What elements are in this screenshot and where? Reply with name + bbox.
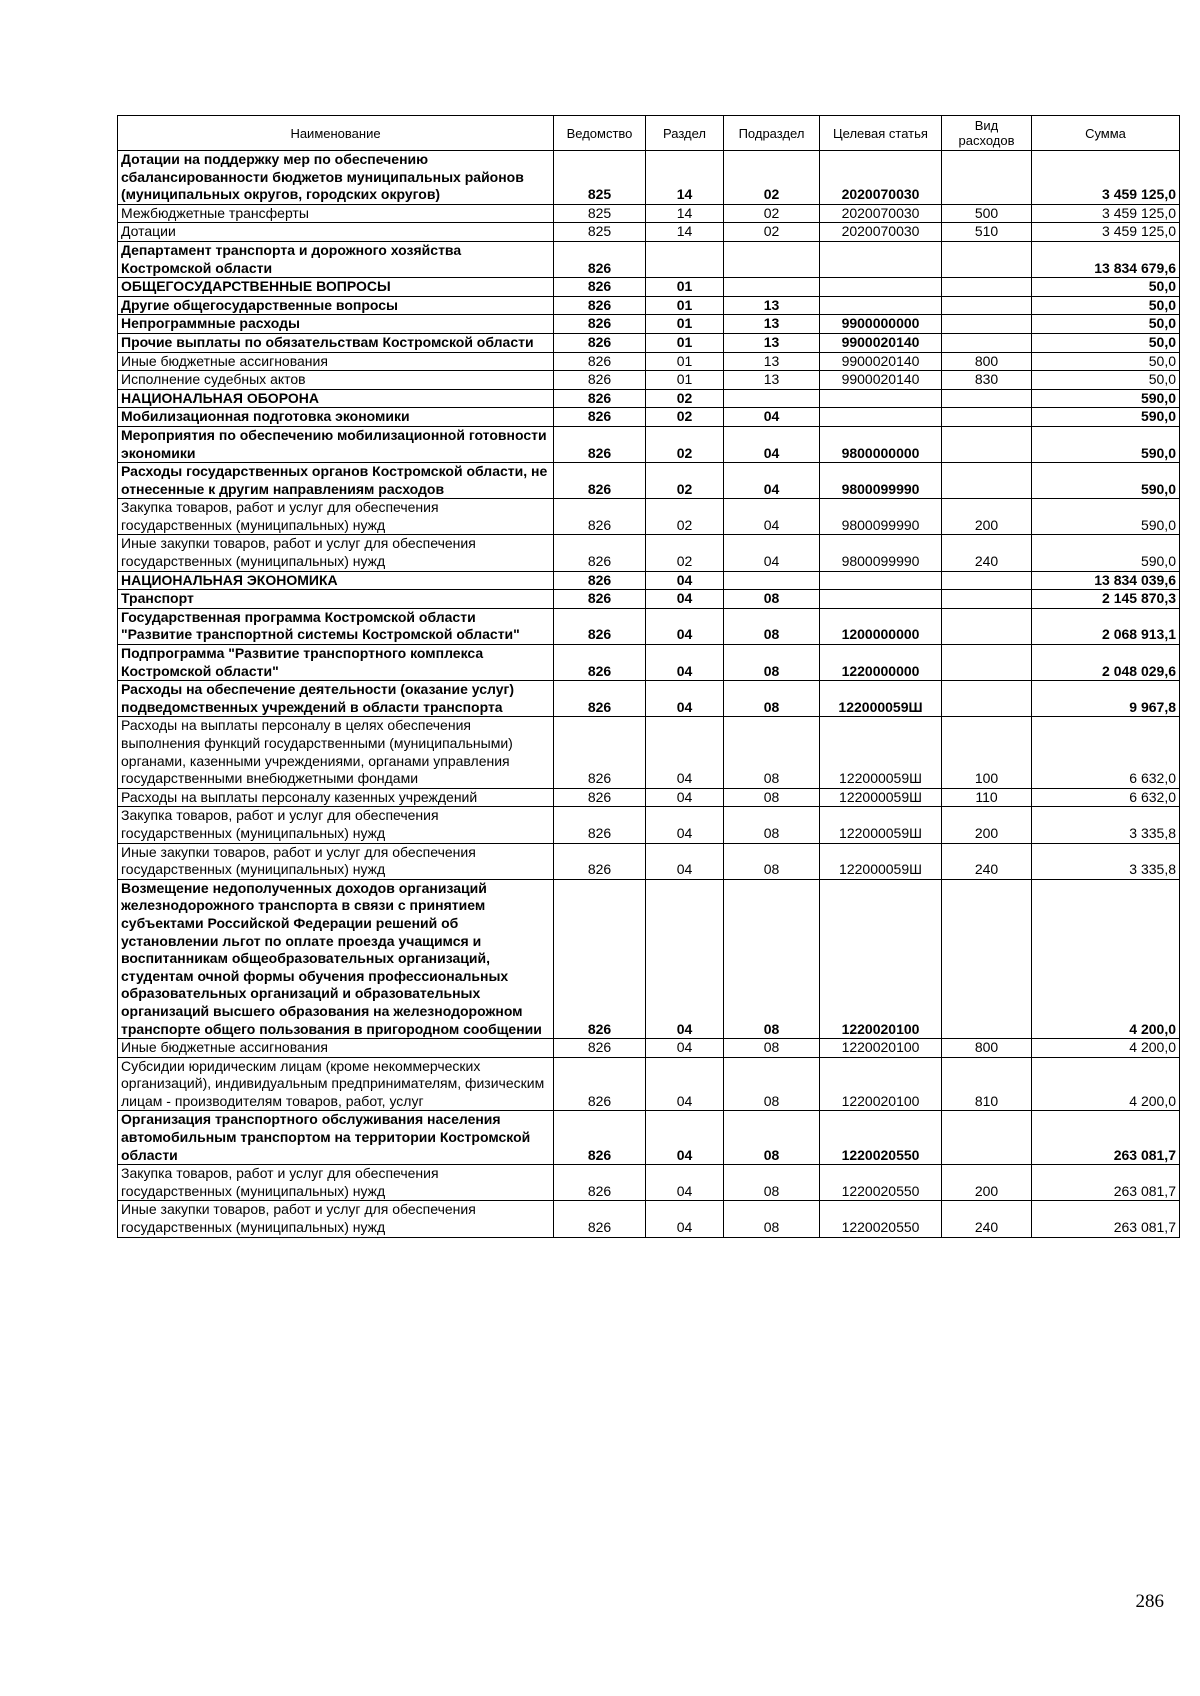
header-vid-rashodov: Вид расходов <box>942 116 1032 151</box>
cell-vid <box>942 608 1032 644</box>
cell-ved: 826 <box>554 590 646 609</box>
cell-vid: 110 <box>942 788 1032 807</box>
cell-name: Дотации на поддержку мер по обеспечению сбалансированности бюджетов муниципальных районов (муниципальных округов, городских округов) <box>118 151 554 205</box>
cell-podrazdel: 08 <box>724 608 820 644</box>
table-row <box>118 408 1180 427</box>
cell-vid <box>942 426 1032 462</box>
cell-vid <box>942 590 1032 609</box>
table-row <box>118 879 1180 1038</box>
table-row <box>118 1039 1180 1058</box>
cell-summa: 3 459 125,0 <box>1032 204 1180 223</box>
cell-vid: 510 <box>942 223 1032 242</box>
cell-razdel: 04 <box>646 1111 724 1165</box>
cell-podrazdel: 02 <box>724 204 820 223</box>
cell-vid: 800 <box>942 352 1032 371</box>
cell-vid: 830 <box>942 371 1032 390</box>
cell-summa: 50,0 <box>1032 315 1180 334</box>
cell-ved: 826 <box>554 315 646 334</box>
cell-name: Иные закупки товаров, работ и услуг для обеспечения государственных (муниципальных) нужд <box>118 535 554 571</box>
cell-ved: 825 <box>554 204 646 223</box>
table-row <box>118 788 1180 807</box>
cell-summa: 3 335,8 <box>1032 843 1180 879</box>
cell-podrazdel: 13 <box>724 352 820 371</box>
table-row <box>118 426 1180 462</box>
cell-summa: 590,0 <box>1032 463 1180 499</box>
table-row <box>118 571 1180 590</box>
table-row <box>118 204 1180 223</box>
cell-ved: 826 <box>554 426 646 462</box>
cell-summa: 263 081,7 <box>1032 1165 1180 1201</box>
cell-name: Возмещение недополученных доходов организаций железнодорожного транспорта в связи с принятием субъектами Российской Федерации решений об установлении льгот по оплате проезда учащимся и воспитанникам общеобразовательных организаций, студентам очной формы обучения профессиональных образовательных организаций и образовательных организаций высшего образования на железнодорожном транспорте общего пользования в пригородном сообщении <box>118 879 554 1038</box>
cell-name: ОБЩЕГОСУДАРСТВЕННЫЕ ВОПРОСЫ <box>118 278 554 297</box>
cell-ved: 826 <box>554 645 646 681</box>
cell-razdel: 01 <box>646 333 724 352</box>
cell-ved: 826 <box>554 807 646 843</box>
cell-vid <box>942 879 1032 1038</box>
cell-statya: 2020070030 <box>820 223 942 242</box>
cell-name: Государственная программа Костромской области "Развитие транспортной системы Костромской области" <box>118 608 554 644</box>
cell-name: Непрограммные расходы <box>118 315 554 334</box>
cell-ved: 826 <box>554 1057 646 1111</box>
cell-statya <box>820 278 942 297</box>
cell-razdel: 04 <box>646 807 724 843</box>
table-body <box>118 151 1180 1238</box>
cell-statya: 1220000000 <box>820 645 942 681</box>
cell-razdel: 04 <box>646 571 724 590</box>
cell-vid: 100 <box>942 717 1032 788</box>
table-row <box>118 1111 1180 1165</box>
cell-statya <box>820 296 942 315</box>
header-razdel: Раздел <box>646 116 724 151</box>
cell-summa: 50,0 <box>1032 278 1180 297</box>
cell-summa: 50,0 <box>1032 333 1180 352</box>
table-header-row <box>118 116 1180 151</box>
cell-vid: 240 <box>942 535 1032 571</box>
cell-summa: 6 632,0 <box>1032 717 1180 788</box>
cell-razdel: 01 <box>646 296 724 315</box>
cell-summa: 590,0 <box>1032 389 1180 408</box>
table-row <box>118 1201 1180 1237</box>
cell-podrazdel: 08 <box>724 681 820 717</box>
cell-summa: 6 632,0 <box>1032 788 1180 807</box>
cell-razdel: 04 <box>646 879 724 1038</box>
table-row <box>118 315 1180 334</box>
cell-podrazdel: 13 <box>724 315 820 334</box>
table-row <box>118 843 1180 879</box>
cell-razdel: 14 <box>646 223 724 242</box>
cell-ved: 826 <box>554 1111 646 1165</box>
table-row <box>118 499 1180 535</box>
cell-podrazdel: 02 <box>724 151 820 205</box>
cell-razdel: 04 <box>646 843 724 879</box>
table-row <box>118 608 1180 644</box>
cell-statya <box>820 590 942 609</box>
cell-name: Расходы на выплаты персоналу казенных учреждений <box>118 788 554 807</box>
cell-razdel: 04 <box>646 1039 724 1058</box>
cell-name: Другие общегосударственные вопросы <box>118 296 554 315</box>
cell-name: Закупка товаров, работ и услуг для обеспечения государственных (муниципальных) нужд <box>118 499 554 535</box>
cell-summa: 590,0 <box>1032 535 1180 571</box>
cell-razdel: 04 <box>646 590 724 609</box>
cell-podrazdel: 08 <box>724 788 820 807</box>
cell-podrazdel: 13 <box>724 333 820 352</box>
table-row <box>118 590 1180 609</box>
cell-razdel: 01 <box>646 352 724 371</box>
cell-vid <box>942 151 1032 205</box>
cell-ved: 826 <box>554 352 646 371</box>
cell-summa: 2 068 913,1 <box>1032 608 1180 644</box>
cell-ved: 826 <box>554 333 646 352</box>
cell-vid <box>942 681 1032 717</box>
cell-ved: 826 <box>554 463 646 499</box>
cell-statya: 1220020550 <box>820 1165 942 1201</box>
header-name: Наименование <box>118 116 554 151</box>
cell-razdel: 02 <box>646 499 724 535</box>
cell-podrazdel: 13 <box>724 296 820 315</box>
cell-razdel: 04 <box>646 645 724 681</box>
cell-vid <box>942 315 1032 334</box>
cell-ved: 826 <box>554 389 646 408</box>
cell-ved: 826 <box>554 1165 646 1201</box>
cell-vid: 200 <box>942 1165 1032 1201</box>
cell-name: Подпрограмма "Развитие транспортного комплекса Костромской области" <box>118 645 554 681</box>
cell-razdel: 02 <box>646 426 724 462</box>
cell-razdel: 02 <box>646 463 724 499</box>
cell-statya: 9800099990 <box>820 499 942 535</box>
cell-statya: 9900020140 <box>820 352 942 371</box>
cell-podrazdel: 08 <box>724 1111 820 1165</box>
cell-podrazdel: 08 <box>724 1057 820 1111</box>
cell-razdel: 01 <box>646 278 724 297</box>
cell-ved: 826 <box>554 499 646 535</box>
cell-statya <box>820 571 942 590</box>
cell-name: Расходы на обеспечение деятельности (оказание услуг) подведомственных учреждений в области транспорта <box>118 681 554 717</box>
cell-vid <box>942 296 1032 315</box>
cell-name: Расходы государственных органов Костромской области, не отнесенные к другим направлениям расходов <box>118 463 554 499</box>
cell-summa: 2 145 870,3 <box>1032 590 1180 609</box>
cell-razdel: 01 <box>646 315 724 334</box>
cell-vid <box>942 1111 1032 1165</box>
cell-ved: 825 <box>554 223 646 242</box>
table-row <box>118 223 1180 242</box>
cell-podrazdel: 08 <box>724 645 820 681</box>
table-row <box>118 463 1180 499</box>
cell-statya: 9800099990 <box>820 535 942 571</box>
cell-statya: 1200000000 <box>820 608 942 644</box>
cell-statya: 1220020550 <box>820 1201 942 1237</box>
cell-razdel: 04 <box>646 717 724 788</box>
cell-podrazdel: 08 <box>724 1201 820 1237</box>
cell-vid: 810 <box>942 1057 1032 1111</box>
table-row <box>118 296 1180 315</box>
cell-summa: 50,0 <box>1032 371 1180 390</box>
table-row <box>118 352 1180 371</box>
cell-name: Иные закупки товаров, работ и услуг для обеспечения государственных (муниципальных) нужд <box>118 1201 554 1237</box>
table-row <box>118 333 1180 352</box>
budget-table <box>117 115 1180 1238</box>
cell-ved: 826 <box>554 879 646 1038</box>
cell-razdel <box>646 241 724 277</box>
cell-statya: 2020070030 <box>820 151 942 205</box>
cell-statya: 2020070030 <box>820 204 942 223</box>
cell-ved: 826 <box>554 1039 646 1058</box>
cell-ved: 826 <box>554 296 646 315</box>
table-row <box>118 535 1180 571</box>
cell-vid <box>942 389 1032 408</box>
cell-ved: 826 <box>554 571 646 590</box>
cell-razdel: 04 <box>646 788 724 807</box>
cell-vid <box>942 463 1032 499</box>
cell-podrazdel: 08 <box>724 843 820 879</box>
table-row <box>118 645 1180 681</box>
cell-vid <box>942 333 1032 352</box>
cell-name: Субсидии юридическим лицам (кроме некоммерческих организаций), индивидуальным предпринимателям, физическим лицам - производителям товаров, работ, услуг <box>118 1057 554 1111</box>
cell-ved: 826 <box>554 371 646 390</box>
cell-ved: 826 <box>554 1201 646 1237</box>
cell-ved: 826 <box>554 608 646 644</box>
cell-podrazdel <box>724 241 820 277</box>
cell-statya: 1220020100 <box>820 1057 942 1111</box>
cell-name: Исполнение судебных актов <box>118 371 554 390</box>
cell-name: Мобилизационная подготовка экономики <box>118 408 554 427</box>
cell-name: Организация транспортного обслуживания населения автомобильным транспортом на территории Костромской области <box>118 1111 554 1165</box>
cell-vid: 200 <box>942 499 1032 535</box>
cell-name: Департамент транспорта и дорожного хозяйства Костромской области <box>118 241 554 277</box>
cell-statya: 122000059Ш <box>820 807 942 843</box>
cell-summa: 3 459 125,0 <box>1032 223 1180 242</box>
cell-statya: 1220020100 <box>820 1039 942 1058</box>
page-number: 286 <box>1135 1591 1164 1612</box>
cell-summa: 4 200,0 <box>1032 1057 1180 1111</box>
cell-name: НАЦИОНАЛЬНАЯ ОБОРОНА <box>118 389 554 408</box>
cell-razdel: 14 <box>646 151 724 205</box>
cell-podrazdel: 08 <box>724 717 820 788</box>
cell-statya: 9900020140 <box>820 333 942 352</box>
cell-vid <box>942 571 1032 590</box>
cell-name: Расходы на выплаты персоналу в целях обеспечения выполнения функций государственными (муниципальными) органами, казенными учреждениями, органами управления государственными внебюджетными фондами <box>118 717 554 788</box>
cell-vid: 240 <box>942 843 1032 879</box>
cell-podrazdel: 13 <box>724 371 820 390</box>
table-row <box>118 807 1180 843</box>
cell-razdel: 14 <box>646 204 724 223</box>
cell-statya: 9900020140 <box>820 371 942 390</box>
cell-razdel: 04 <box>646 681 724 717</box>
cell-summa: 590,0 <box>1032 408 1180 427</box>
cell-name: Закупка товаров, работ и услуг для обеспечения государственных (муниципальных) нужд <box>118 807 554 843</box>
table-row <box>118 151 1180 205</box>
cell-name: Транспорт <box>118 590 554 609</box>
cell-statya <box>820 241 942 277</box>
cell-podrazdel: 02 <box>724 223 820 242</box>
cell-statya: 122000059Ш <box>820 717 942 788</box>
cell-name: Иные бюджетные ассигнования <box>118 352 554 371</box>
cell-summa: 13 834 679,6 <box>1032 241 1180 277</box>
cell-razdel: 04 <box>646 1165 724 1201</box>
table-row <box>118 241 1180 277</box>
cell-podrazdel: 04 <box>724 499 820 535</box>
cell-summa: 590,0 <box>1032 499 1180 535</box>
cell-podrazdel <box>724 389 820 408</box>
cell-statya: 9900000000 <box>820 315 942 334</box>
cell-podrazdel <box>724 278 820 297</box>
cell-ved: 826 <box>554 843 646 879</box>
header-vedomstvo: Ведомство <box>554 116 646 151</box>
table-row <box>118 1057 1180 1111</box>
cell-statya: 122000059Ш <box>820 681 942 717</box>
cell-name: Прочие выплаты по обязательствам Костромской области <box>118 333 554 352</box>
cell-podrazdel: 04 <box>724 408 820 427</box>
table-row <box>118 717 1180 788</box>
cell-statya: 1220020550 <box>820 1111 942 1165</box>
cell-summa: 3 335,8 <box>1032 807 1180 843</box>
header-summa: Сумма <box>1032 116 1180 151</box>
cell-ved: 825 <box>554 151 646 205</box>
cell-razdel: 04 <box>646 1057 724 1111</box>
cell-vid <box>942 408 1032 427</box>
cell-vid: 240 <box>942 1201 1032 1237</box>
cell-statya: 9800000000 <box>820 426 942 462</box>
cell-razdel: 04 <box>646 1201 724 1237</box>
cell-summa: 4 200,0 <box>1032 879 1180 1038</box>
cell-podrazdel: 04 <box>724 463 820 499</box>
cell-ved: 826 <box>554 278 646 297</box>
cell-vid <box>942 278 1032 297</box>
table-row <box>118 389 1180 408</box>
cell-statya: 9800099990 <box>820 463 942 499</box>
cell-summa: 13 834 039,6 <box>1032 571 1180 590</box>
cell-name: Мероприятия по обеспечению мобилизационной готовности экономики <box>118 426 554 462</box>
cell-podrazdel: 08 <box>724 590 820 609</box>
cell-summa: 50,0 <box>1032 296 1180 315</box>
cell-summa: 4 200,0 <box>1032 1039 1180 1058</box>
cell-ved: 826 <box>554 681 646 717</box>
cell-summa: 9 967,8 <box>1032 681 1180 717</box>
cell-summa: 263 081,7 <box>1032 1201 1180 1237</box>
cell-name: Межбюджетные трансферты <box>118 204 554 223</box>
cell-podrazdel: 08 <box>724 807 820 843</box>
cell-podrazdel: 04 <box>724 426 820 462</box>
cell-razdel: 02 <box>646 535 724 571</box>
cell-razdel: 02 <box>646 408 724 427</box>
cell-podrazdel <box>724 571 820 590</box>
cell-summa: 263 081,7 <box>1032 1111 1180 1165</box>
cell-razdel: 02 <box>646 389 724 408</box>
cell-razdel: 01 <box>646 371 724 390</box>
cell-vid: 200 <box>942 807 1032 843</box>
cell-ved: 826 <box>554 241 646 277</box>
cell-name: Иные закупки товаров, работ и услуг для обеспечения государственных (муниципальных) нужд <box>118 843 554 879</box>
cell-vid <box>942 241 1032 277</box>
cell-ved: 826 <box>554 408 646 427</box>
cell-name: Дотации <box>118 223 554 242</box>
cell-statya <box>820 389 942 408</box>
cell-statya: 1220020100 <box>820 879 942 1038</box>
table-row <box>118 371 1180 390</box>
cell-vid: 500 <box>942 204 1032 223</box>
cell-summa: 590,0 <box>1032 426 1180 462</box>
cell-podrazdel: 08 <box>724 879 820 1038</box>
cell-statya: 122000059Ш <box>820 843 942 879</box>
table-row <box>118 1165 1180 1201</box>
cell-podrazdel: 08 <box>724 1165 820 1201</box>
cell-razdel: 04 <box>646 608 724 644</box>
cell-summa: 3 459 125,0 <box>1032 151 1180 205</box>
cell-vid <box>942 645 1032 681</box>
cell-statya: 122000059Ш <box>820 788 942 807</box>
cell-ved: 826 <box>554 788 646 807</box>
cell-name: Закупка товаров, работ и услуг для обеспечения государственных (муниципальных) нужд <box>118 1165 554 1201</box>
cell-summa: 2 048 029,6 <box>1032 645 1180 681</box>
cell-podrazdel: 04 <box>724 535 820 571</box>
table-row <box>118 681 1180 717</box>
cell-summa: 50,0 <box>1032 352 1180 371</box>
cell-podrazdel: 08 <box>724 1039 820 1058</box>
cell-vid: 800 <box>942 1039 1032 1058</box>
cell-name: Иные бюджетные ассигнования <box>118 1039 554 1058</box>
cell-ved: 826 <box>554 535 646 571</box>
cell-name: НАЦИОНАЛЬНАЯ ЭКОНОМИКА <box>118 571 554 590</box>
cell-ved: 826 <box>554 717 646 788</box>
header-podrazdel: Подраздел <box>724 116 820 151</box>
table-row <box>118 278 1180 297</box>
cell-statya <box>820 408 942 427</box>
header-tselevaya-statya: Целевая статья <box>820 116 942 151</box>
